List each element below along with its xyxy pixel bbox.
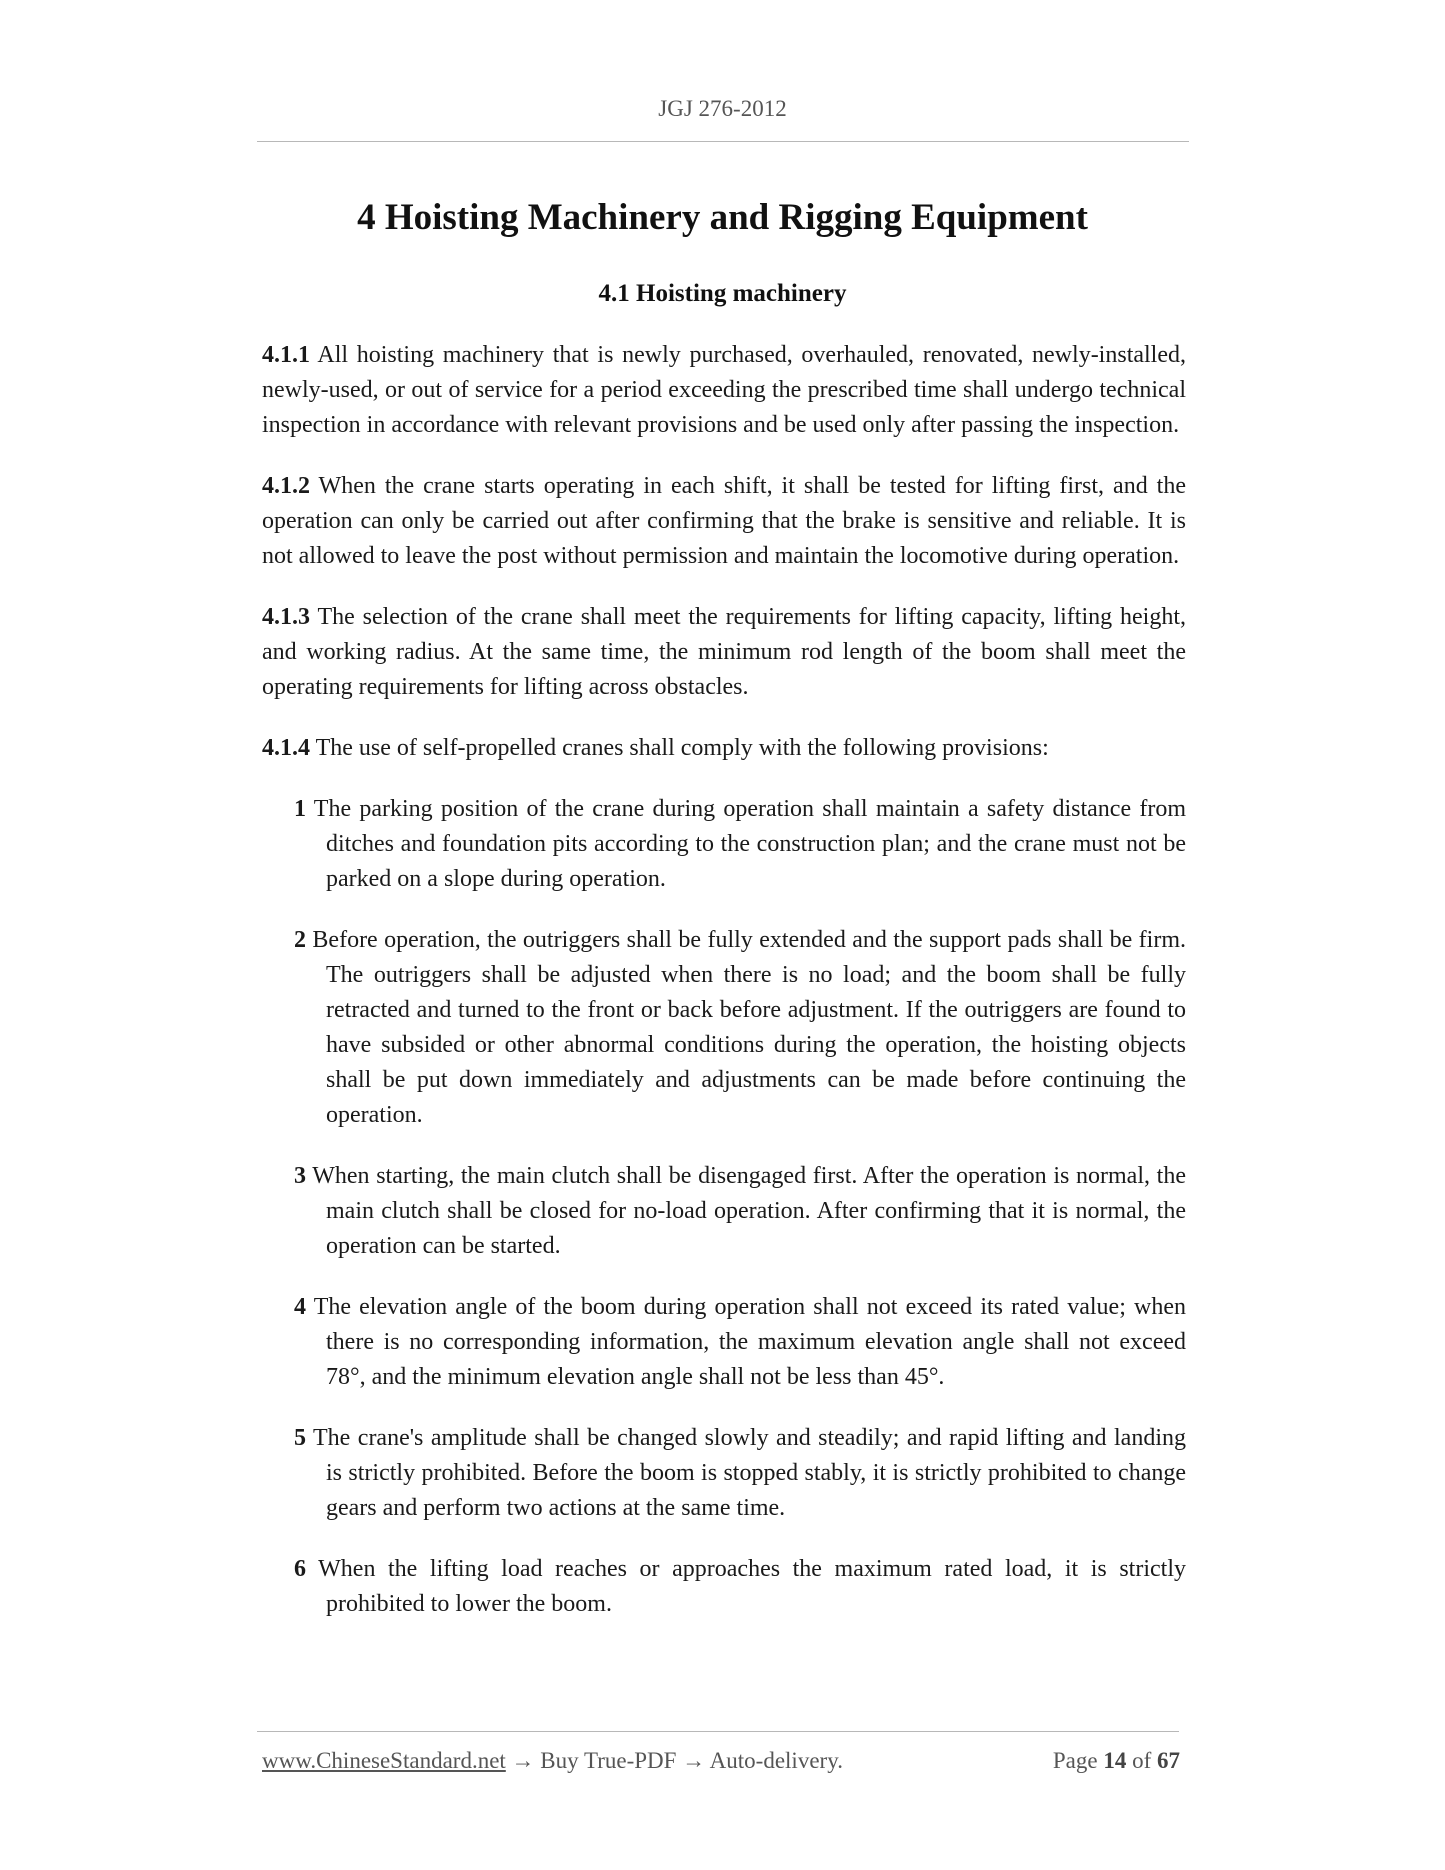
clause-text: All hoisting machinery that is newly purchased, overhauled, renovated, newly-installed, newly-used, or out of service for a period exceeding the prescribed time shall undergo technical inspection in accordance with relevant provisions and be used only after passing the inspection. [262,342,1186,438]
item-number: 1 [294,796,306,822]
clause-text: When the crane starts operating in each shift, it shall be tested for lifting first, and the operation can only be carried out after confirming that the brake is sensitive and reliable. It is not allowed to leave the post without permission and maintain the locomotive during operation. [262,473,1186,569]
page-number [1053,1748,1180,1774]
provision-item-5 [294,1421,1186,1526]
item-text: Before operation, the outriggers shall be fully extended and the support pads shall be firm. The outriggers shall be adjusted when there is no load; and the boom shall be fully retracted and turned to the front or back before adjustment. If the outriggers are found to have subsided or other abnormal conditions during the operation, the hoisting objects shall be put down immediately and adjustments can be made before continuing the operation. [306,927,1186,1128]
current-page: 14 [1103,1748,1127,1773]
clause-number: 4.1.4 [262,735,310,761]
clause-4-1-3 [262,600,1186,705]
item-number: 3 [294,1163,306,1189]
provision-item-4 [294,1290,1186,1395]
document-code-header: JGJ 276-2012 [658,96,787,121]
section-title: 4.1 Hoisting machinery [598,280,847,307]
item-text: The elevation angle of the boom during operation shall not exceed its rated value; when there is no corresponding information, the maximum elevation angle shall not exceed 78°, and the minimum elevation angle shall not be less than 45°. [306,1294,1186,1390]
buy-true-pdf-text: Buy True-PDF [540,1748,677,1773]
chapter-title: 4 Hoisting Machinery and Rigging Equipment [357,197,1088,238]
footer-promo [262,1748,843,1774]
footer-divider [257,1731,1179,1732]
clause-4-1-2 [262,469,1186,574]
clause-number: 4.1.1 [262,342,310,368]
clause-number: 4.1.3 [262,604,310,630]
provision-item-6 [294,1552,1186,1622]
item-text: The crane's amplitude shall be changed slowly and steadily; and rapid lifting and landing is strictly prohibited. Before the boom is stopped stably, it is strictly prohibited to change gears and perform two actions at the same time. [306,1425,1186,1521]
arrow-right-icon: → [505,1748,541,1773]
page-label: Page [1052,1748,1104,1773]
total-pages: 67 [1157,1748,1180,1773]
page-of-label: of [1126,1748,1157,1773]
header-divider [257,141,1189,142]
item-number: 5 [294,1425,306,1451]
item-text: When starting, the main clutch shall be disengaged first. After the operation is normal, the main clutch shall be closed for no-load operation. After confirming that it is normal, the operation can be started. [306,1163,1186,1259]
provision-item-2 [294,923,1186,1133]
arrow-right-icon: → [676,1748,710,1773]
document-body [262,338,1186,1648]
clause-4-1-4 [262,731,1186,766]
auto-delivery-text: Auto-delivery. [709,1748,843,1773]
item-text: The parking position of the crane during operation shall maintain a safety distance from ditches and foundation pits according to the construction plan; and the crane must not be parked on a slope during operation. [306,796,1186,892]
clause-4-1-1 [262,338,1186,443]
clause-number: 4.1.2 [262,473,310,499]
item-number: 2 [294,927,306,953]
clause-text: The use of self-propelled cranes shall comply with the following provisions: [310,735,1049,761]
provision-item-1 [294,792,1186,897]
item-number: 6 [294,1556,306,1582]
provision-item-3 [294,1159,1186,1264]
website-link[interactable]: www.ChineseStandard.net [262,1748,506,1773]
item-text: When the lifting load reaches or approaches the maximum rated load, it is strictly prohibited to lower the boom. [306,1556,1186,1617]
clause-text: The selection of the crane shall meet the requirements for lifting capacity, lifting height, and working radius. At the same time, the minimum rod length of the boom shall meet the operating requirements for lifting across obstacles. [262,604,1186,700]
item-number: 4 [294,1294,306,1320]
